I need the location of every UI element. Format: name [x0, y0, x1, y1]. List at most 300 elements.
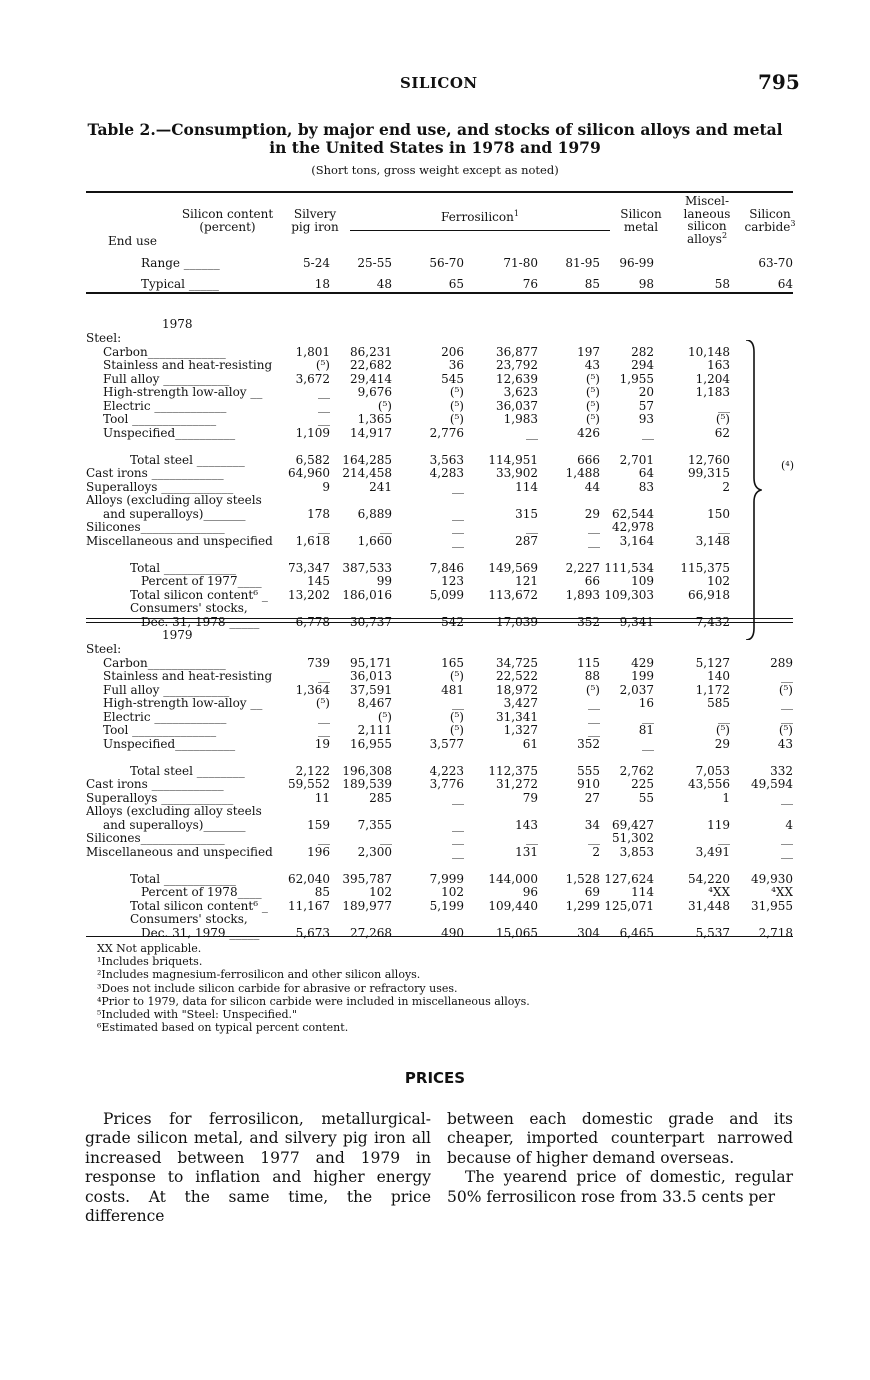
row-label: Tool ______________: [103, 413, 217, 426]
cell-col-4: 31,341: [496, 709, 538, 724]
table-row: [86, 494, 793, 508]
row-label: Dec. 31, 1979 _____: [141, 926, 260, 940]
cell-col-6: [600, 602, 654, 616]
cell-col-4: 114,951: [488, 452, 538, 467]
table-row: [86, 684, 793, 698]
cell-col-7: [654, 332, 730, 346]
cell-col-2: 214,458: [342, 466, 392, 480]
table-row: [86, 332, 793, 346]
row-label: Unspecified__________: [103, 426, 236, 440]
cell-col-2: (⁵): [377, 398, 392, 413]
cell-col-3: (⁵): [449, 723, 464, 737]
row-label: Carbon_____________: [103, 656, 226, 670]
cell-col-6: 111,534: [604, 560, 654, 575]
cell-col-6: 282: [631, 344, 654, 359]
header-silicon-content: Silicon content (percent): [181, 207, 274, 234]
cell-col-2: 30,737: [350, 614, 392, 629]
cell-col-5: 85: [584, 276, 600, 291]
cell-col-6: [600, 494, 654, 508]
row-label: Miscellaneous and unspecified: [86, 534, 273, 548]
cell-col-4: [464, 913, 538, 927]
cell-col-1: 11: [314, 790, 330, 805]
cell-col-2: 9,676: [357, 385, 392, 399]
table-row: [86, 778, 793, 792]
cell-col-7: [654, 548, 730, 562]
row-label: High-strength low-alloy __: [103, 386, 263, 399]
cell-col-4: 1,983: [503, 412, 538, 426]
cell-col-4: 36,037: [496, 398, 538, 413]
cell-col-8: (⁵): [778, 682, 793, 697]
cell-col-4: 96: [522, 885, 538, 899]
cell-col-3: 4,283: [429, 466, 464, 480]
cell-col-7: (⁵): [715, 723, 730, 737]
cell-col-3: 36: [448, 358, 464, 372]
row-label: Tool ______________: [103, 724, 217, 737]
cell-col-2: 196,308: [342, 763, 392, 778]
row-label: Full alloy ___________: [103, 372, 230, 386]
cell-col-1: 739: [307, 655, 330, 670]
section-heading-prices: PRICES: [404, 1069, 466, 1087]
cell-col-4: 113,672: [488, 587, 538, 602]
cell-col-8: 31,955: [751, 898, 793, 913]
cell-col-1: 19: [314, 736, 330, 751]
cell-col-5: 1,488: [565, 466, 600, 480]
cell-col-4: [464, 805, 538, 819]
cell-col-6: [600, 643, 654, 657]
cell-col-1: [286, 913, 330, 927]
table-row: [86, 386, 793, 400]
cell-col-7: 7,053: [695, 763, 730, 778]
cell-col-7: 119: [707, 817, 730, 832]
cell-col-3: 545: [441, 371, 464, 386]
cell-col-8: 63-70: [758, 255, 793, 270]
cell-col-3: [392, 440, 464, 454]
cell-col-8: __: [781, 669, 793, 683]
cell-col-7: 140: [707, 669, 730, 683]
page-number: 795: [758, 70, 800, 94]
cell-col-2: 164,285: [342, 452, 392, 467]
cell-col-5: 1,299: [565, 898, 600, 913]
cell-col-1: [286, 332, 330, 346]
cell-col-5: (⁵): [585, 385, 600, 399]
cell-col-7: 10,148: [688, 344, 730, 359]
row-label: Total steel ________: [130, 453, 245, 467]
cell-col-4: 31,272: [496, 777, 538, 791]
row-label: Stainless and heat-resisting: [103, 359, 273, 372]
row-label: [86, 859, 286, 873]
table-row: [86, 346, 793, 360]
header-range-typical-table: [86, 253, 793, 295]
prices-left-column: [85, 1110, 431, 1226]
row-label: Range ______: [141, 255, 220, 270]
cell-col-6: 6,465: [619, 925, 654, 940]
table-row: [86, 738, 793, 752]
cell-col-2: [330, 805, 392, 819]
table-row: [86, 413, 793, 427]
cell-col-4: 131: [515, 844, 538, 859]
cell-col-7: 58: [714, 276, 730, 291]
cell-col-8: [730, 859, 793, 873]
cell-col-5: 2,227: [565, 560, 600, 575]
row-label: Steel:: [86, 332, 122, 345]
cell-col-2: 2,300: [357, 844, 392, 859]
cell-col-4: 1,327: [503, 723, 538, 737]
cell-col-2: 189,977: [342, 898, 392, 913]
cell-col-2: 25-55: [357, 255, 392, 270]
cell-col-1: 11,167: [288, 898, 330, 913]
cell-col-4: 23,792: [496, 358, 538, 372]
cell-col-8: __: [781, 790, 793, 805]
footnote: ³Does not include silicon carbide for abrasive or refractory uses.: [97, 981, 458, 995]
cell-col-2: (⁵): [377, 709, 392, 724]
cell-col-3: (⁵): [449, 669, 464, 683]
table-row: [86, 886, 793, 900]
cell-col-1: __: [318, 520, 330, 534]
cell-col-5: 34: [584, 817, 600, 832]
cell-col-3: 56-70: [429, 255, 464, 270]
footnote: ¹Includes briquets.: [97, 955, 203, 969]
cell-col-4: [464, 548, 538, 562]
table-row: [86, 575, 793, 589]
cell-col-3: (⁵): [449, 709, 464, 724]
cell-col-1: 6,582: [295, 452, 330, 467]
table-1979: [86, 643, 793, 940]
cell-col-5: 352: [577, 614, 600, 629]
cell-col-2: 6,889: [357, 506, 392, 521]
cell-col-4: 33,902: [496, 466, 538, 480]
table-row: [86, 454, 793, 468]
row-label: Superalloys ____________: [86, 791, 234, 805]
cell-col-4: [464, 332, 538, 346]
table-row: [86, 697, 793, 711]
cell-col-8: (⁵): [778, 723, 793, 737]
cell-col-6: 16: [638, 696, 654, 710]
cell-col-3: [392, 494, 464, 508]
cell-col-4: 36,877: [496, 344, 538, 359]
cell-col-7: [654, 602, 730, 616]
cell-col-7: [654, 440, 730, 454]
table-row: [86, 819, 793, 833]
cell-col-1: 9: [322, 479, 330, 494]
table-row: [86, 643, 793, 657]
cell-col-3: [392, 332, 464, 346]
cell-col-8: __: [781, 844, 793, 859]
cell-col-6: 225: [631, 777, 654, 791]
row-label: Cast irons ____________: [86, 467, 224, 480]
cell-col-2: 8,467: [357, 696, 392, 710]
cell-col-1: [286, 859, 330, 873]
footnote: ⁴Prior to 1979, data for silicon carbide were included in miscellaneous alloys.: [97, 994, 530, 1008]
running-head-title: SILICON: [400, 74, 478, 92]
cell-col-7: 5,537: [695, 925, 730, 940]
cell-col-5: 1,528: [565, 871, 600, 886]
table-row: [86, 657, 793, 671]
cell-col-3: 2,776: [429, 425, 464, 440]
row-label: Silicones______________: [86, 832, 225, 845]
cell-col-4: 76: [522, 276, 538, 291]
row-label: Consumers' stocks,: [130, 602, 248, 615]
cell-col-7: 3,491: [695, 844, 730, 859]
cell-col-6: 81: [638, 723, 654, 737]
cell-col-4: 143: [515, 817, 538, 832]
cell-col-7: __: [718, 520, 730, 534]
cell-col-5: 44: [584, 479, 600, 494]
cell-col-4: 18,972: [496, 682, 538, 697]
cell-col-5: 27: [584, 790, 600, 805]
row-label: Dec. 31, 1978 _____: [141, 615, 260, 629]
cell-col-4: 15,065: [496, 925, 538, 940]
cell-col-3: 7,846: [429, 560, 464, 575]
cell-col-1: 159: [307, 817, 330, 832]
cell-col-2: [330, 859, 392, 873]
table-row: [86, 400, 793, 414]
footnote: ⁶Estimated based on typical percent content.: [97, 1021, 349, 1035]
cell-col-5: [538, 494, 600, 508]
cell-col-7: 31,448: [688, 898, 730, 913]
row-label: [86, 548, 286, 562]
year-separator-rule: [86, 618, 793, 623]
row-label: Total silicon content⁶ _: [130, 588, 268, 602]
cell-col-6: 109: [631, 574, 654, 588]
cell-col-6: 9,341: [619, 614, 654, 629]
cell-col-2: 1,660: [357, 533, 392, 548]
cell-col-3: [392, 913, 464, 927]
row-label: Stainless and heat-resisting: [103, 670, 273, 683]
cell-col-6: __: [642, 425, 654, 440]
cell-col-3: 123: [441, 574, 464, 588]
cell-col-7: __: [718, 831, 730, 845]
cell-col-5: __: [588, 533, 600, 548]
cell-col-5: 88: [584, 669, 600, 683]
cell-col-2: 7,355: [357, 817, 392, 832]
footnote: XX Not applicable.: [97, 942, 202, 955]
cell-col-8: 4: [785, 817, 793, 832]
cell-col-1: [286, 494, 330, 508]
cell-col-4: 149,569: [488, 560, 538, 575]
table-row: [86, 535, 793, 549]
cell-col-1: 1,801: [295, 344, 330, 359]
cell-col-3: __: [452, 844, 464, 859]
cell-col-5: (⁵): [585, 682, 600, 697]
cell-col-2: 48: [376, 276, 392, 291]
table-row: [86, 913, 793, 927]
row-label: Total silicon content⁶ _: [130, 899, 268, 913]
cell-col-3: [392, 548, 464, 562]
cell-col-2: 1,365: [357, 412, 392, 426]
cell-col-5: 43: [584, 358, 600, 372]
cell-col-6: 96-99: [619, 255, 654, 270]
cell-col-4: __: [526, 831, 538, 845]
cell-col-5: 1,893: [565, 587, 600, 602]
cell-col-4: 114: [515, 479, 538, 494]
cell-col-2: 241: [369, 479, 392, 494]
cell-col-7: 3,148: [695, 533, 730, 548]
cell-col-3: [392, 751, 464, 765]
cell-col-1: __: [318, 398, 330, 413]
cell-col-5: [538, 440, 600, 454]
cell-col-5: 115: [577, 655, 600, 670]
cell-col-5: 197: [577, 344, 600, 359]
cell-col-7: __: [718, 398, 730, 413]
row-label: Percent of 1978____: [141, 886, 262, 899]
cell-col-7: [654, 751, 730, 765]
cell-col-5: 2: [592, 844, 600, 859]
cell-col-3: 65: [448, 276, 464, 291]
cell-col-6: [600, 548, 654, 562]
table-row: [86, 765, 793, 779]
cell-col-2: 37,591: [350, 682, 392, 697]
cell-col-1: [286, 805, 330, 819]
range-row: [86, 253, 793, 274]
cell-col-1: 5-24: [303, 255, 330, 270]
cell-col-2: 22,682: [350, 358, 392, 372]
cell-col-6: 98: [638, 276, 654, 291]
cell-col-5: 352: [577, 736, 600, 751]
cell-col-1: [286, 548, 330, 562]
table-row: [86, 359, 793, 373]
cell-col-5: (⁵): [585, 371, 600, 386]
cell-col-5: [538, 805, 600, 819]
table-row: [86, 508, 793, 522]
row-label: Alloys (excluding alloy steels: [86, 805, 262, 818]
cell-col-1: [286, 440, 330, 454]
row-label: Carbon_____________: [103, 345, 226, 359]
cell-col-1: 85: [314, 885, 330, 899]
cell-col-5: (⁵): [585, 412, 600, 426]
cell-col-1: 64,960: [288, 466, 330, 480]
row-label: Electric ____________: [103, 710, 227, 724]
cell-col-6: 62,544: [612, 506, 654, 521]
cell-col-1: __: [318, 709, 330, 724]
row-label: Consumers' stocks,: [130, 913, 248, 926]
cell-col-2: 27,268: [350, 925, 392, 940]
cell-col-6: [600, 440, 654, 454]
cell-col-5: 66: [584, 574, 600, 588]
cell-col-8: [730, 913, 793, 927]
row-label: Cast irons ____________: [86, 778, 224, 791]
cell-col-5: 555: [577, 763, 600, 778]
row-label: Miscellaneous and unspecified: [86, 845, 273, 859]
cell-col-2: 387,533: [342, 560, 392, 575]
cell-col-1: (⁵): [315, 358, 330, 372]
table-row: [86, 711, 793, 725]
row-label: Unspecified__________: [103, 737, 236, 751]
cell-col-5: (⁵): [585, 398, 600, 413]
cell-col-7: 43,556: [688, 777, 730, 791]
table-row: [86, 481, 793, 495]
table-subcaption: (Short tons, gross weight except as noted): [311, 163, 559, 177]
table-row: [86, 602, 793, 616]
cell-col-1: [286, 751, 330, 765]
cell-col-2: 86,231: [350, 344, 392, 359]
table-row: [86, 927, 793, 941]
prices-right-column: [447, 1110, 793, 1207]
cell-col-7: [654, 859, 730, 873]
cell-col-6: 55: [638, 790, 654, 805]
table-row: [86, 589, 793, 603]
cell-col-7: 12,760: [688, 452, 730, 467]
cell-col-8: 49,594: [751, 777, 793, 791]
cell-col-1: 1,364: [295, 682, 330, 697]
cell-col-2: 29,414: [350, 371, 392, 386]
cell-col-5: __: [588, 520, 600, 534]
cell-col-6: 69,427: [612, 817, 654, 832]
cell-col-7: [654, 253, 730, 274]
year-heading-1978: 1978: [162, 317, 193, 331]
header-end-use: End use: [108, 234, 157, 248]
table-row: [86, 805, 793, 819]
cell-col-1: [286, 643, 330, 657]
cell-col-6: 294: [631, 358, 654, 372]
cell-col-3: 481: [441, 682, 464, 697]
cell-col-8: 49,930: [751, 871, 793, 886]
cell-col-7: [654, 913, 730, 927]
cell-col-4: 22,522: [496, 669, 538, 683]
cell-col-3: 542: [441, 614, 464, 629]
cell-col-4: 34,725: [496, 655, 538, 670]
cell-col-3: __: [452, 533, 464, 548]
cell-col-7: 29: [714, 736, 730, 751]
cell-col-4: 112,375: [488, 763, 538, 778]
cell-col-8: __: [781, 709, 793, 724]
cell-col-5: __: [588, 709, 600, 724]
cell-col-3: __: [452, 696, 464, 710]
cell-col-1: 18: [314, 276, 330, 291]
table-top-rule: [86, 191, 793, 193]
header-misc-silicon-alloys: Miscel- laneous silicon alloys$^2$: [683, 194, 731, 246]
cell-col-7: [654, 643, 730, 657]
cell-col-3: [392, 805, 464, 819]
cell-col-1: 145: [307, 574, 330, 588]
cell-col-3: 7,999: [429, 871, 464, 886]
cell-col-2: [330, 494, 392, 508]
cell-col-6: [600, 913, 654, 927]
row-label: [86, 751, 286, 765]
cell-col-6: [600, 859, 654, 873]
cell-col-6: [600, 332, 654, 346]
cell-col-7: 150: [707, 506, 730, 521]
cell-col-3: __: [452, 831, 464, 845]
cell-col-2: [330, 332, 392, 346]
cell-col-5: 426: [577, 425, 600, 440]
cell-col-7: 1,183: [695, 385, 730, 399]
table-row: [86, 467, 793, 481]
cell-col-2: 16,955: [350, 736, 392, 751]
cell-col-6: 42,978: [612, 520, 654, 534]
cell-col-6: 127,624: [604, 871, 654, 886]
cell-col-6: [600, 805, 654, 819]
cell-col-3: __: [452, 817, 464, 832]
table-footnotes: [97, 942, 530, 1034]
cell-col-8: 2,718: [758, 925, 793, 940]
cell-col-6: [600, 751, 654, 765]
cell-col-8: 289: [770, 655, 793, 670]
cell-col-7: (⁵): [715, 412, 730, 426]
cell-col-5: [538, 332, 600, 346]
cell-col-3: 5,199: [429, 898, 464, 913]
row-label: Total steel ________: [130, 764, 245, 778]
cell-col-6: 1,955: [619, 371, 654, 386]
cell-col-1: 62,040: [288, 871, 330, 886]
cell-col-4: 315: [515, 506, 538, 521]
cell-col-7: 62: [714, 425, 730, 440]
cell-col-2: [330, 440, 392, 454]
cell-col-4: 144,000: [488, 871, 538, 886]
header-silvery-pig-iron: Silvery pig iron: [291, 207, 339, 234]
cell-col-8: 43: [777, 736, 793, 751]
cell-col-3: 4,223: [429, 763, 464, 778]
cell-col-7: 1: [722, 790, 730, 805]
